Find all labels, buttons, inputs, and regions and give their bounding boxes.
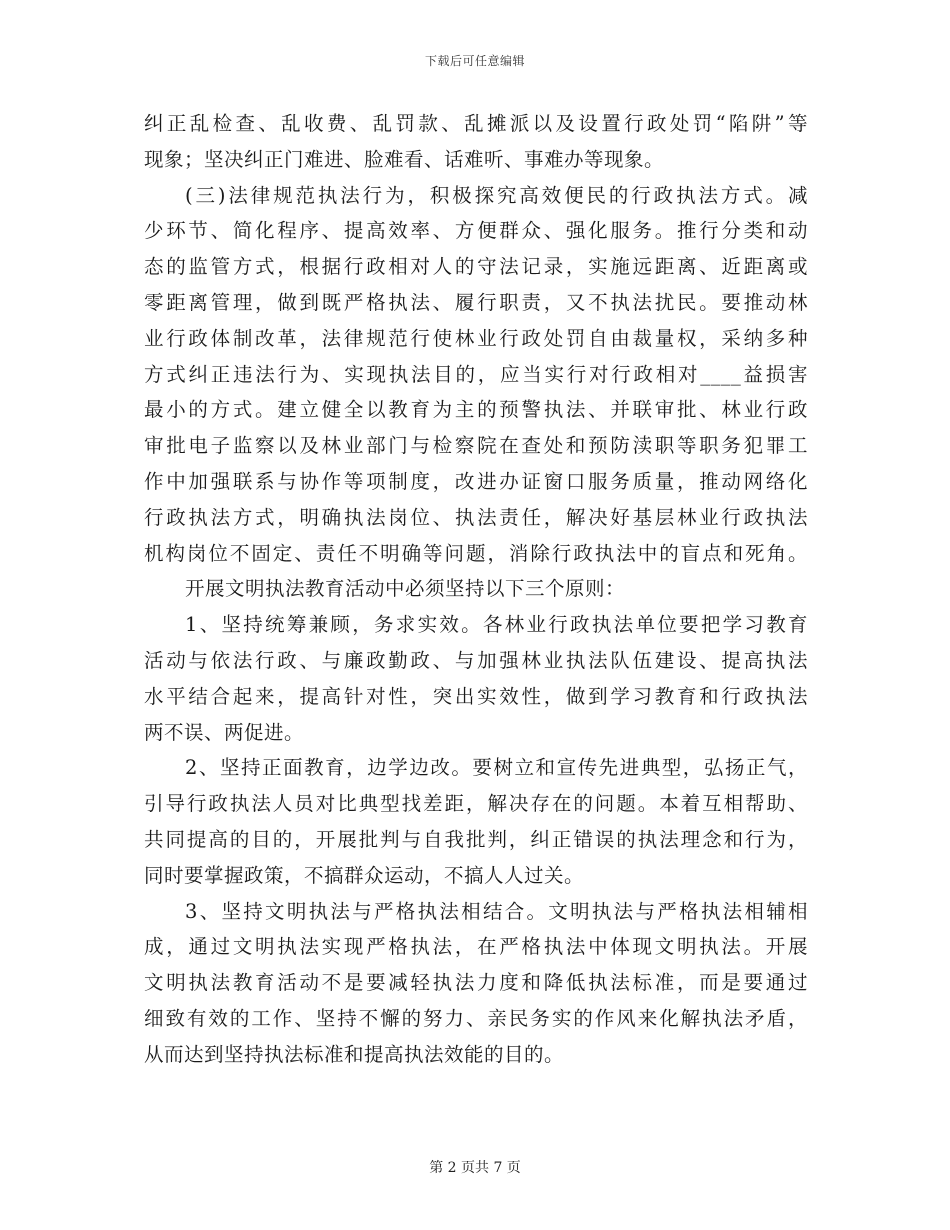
text-line: 文明执法教育活动不是要减轻执法力度和降低执法标准，而是要通过 [144, 971, 808, 995]
text-line: 水平结合起来，提高针对性，突出实效性，做到学习教育和行政执法 [144, 684, 808, 708]
text-line: 最小的方式。建立健全以教育为主的预警执法、并联审批、林业行政 [144, 398, 808, 422]
text-line: 成，通过文明执法实现严格执法，在严格执法中体现文明执法。开展 [144, 935, 808, 959]
text-line: 开展文明执法教育活动中必须坚持以下三个原则： [185, 577, 626, 601]
text-line: 从而达到坚持执法标准和提高执法效能的目的。 [144, 1042, 565, 1066]
text-line: 共同提高的目的，开展批判与自我批判，纠正错误的执法理念和行为， [144, 827, 808, 851]
text-line: 少环节、简化程序、提高效率、方便群众、强化服务。推行分类和动 [144, 219, 808, 243]
text-line: 业行政体制改革，法律规范行使林业行政处罚自由裁量权，采纳多种 [144, 326, 808, 350]
text-line: 态的监管方式，根据行政相对人的守法记录，实施远距离、近距离或 [144, 255, 808, 279]
text-line: 作中加强联系与协作等项制度，改进办证窗口服务质量，推动网络化 [144, 469, 808, 493]
text-line: 现象；坚决纠正门难进、脸难看、话难听、事难办等现象。 [144, 147, 665, 171]
text-line: 3、坚持文明执法与严格执法相结合。文明执法与严格执法相辅相 [185, 899, 808, 923]
text-line: 行政执法方式，明确执法岗位、执法责任，解决好基层林业行政执法 [144, 505, 808, 529]
text-line: 审批电子监察以及林业部门与检察院在查处和预防渎职等职务犯罪工 [144, 434, 808, 458]
page-header: 下载后可任意编辑 [424, 54, 525, 68]
text-line: 零距离管理，做到既严格执法、履行职责，又不执法扰民。要推动林 [144, 290, 808, 314]
text-line: 两不误、两促进。 [144, 720, 305, 744]
text-line: 同时要掌握政策，不搞群众运动，不搞人人过关。 [144, 863, 585, 887]
text-line: 纠正乱检查、乱收费、乱罚款、乱摊派以及设置行政处罚“陷阱”等 [144, 112, 808, 135]
text-line: 方式纠正违法行为、实现执法目的，应当实行对行政相对____益损害 [144, 362, 808, 386]
text-line: 机构岗位不固定、责任不明确等问题，消除行政执法中的盲点和死角。 [144, 541, 808, 565]
text-line: 活动与依法行政、与廉政勤政、与加强林业执法队伍建设、提高执法 [144, 648, 808, 672]
document-body [144, 106, 808, 1073]
text-line: (三)法律规范执法行为，积极探究高效便民的行政执法方式。减 [185, 183, 808, 207]
text-line: 2、坚持正面教育，边学边改。要树立和宣传先进典型，弘扬正气， [185, 756, 808, 780]
text-line: 细致有效的工作、坚持不懈的努力、亲民务实的作风来化解执法矛盾， [144, 1006, 808, 1030]
text-line: 1、坚持统筹兼顾，务求实效。各林业行政执法单位要把学习教育 [185, 613, 808, 637]
page-number: 第 2 页共 7 页 [429, 1160, 521, 1176]
text-line: 引导行政执法人员对比典型找差距，解决存在的问题。本着互相帮助、 [144, 792, 808, 816]
